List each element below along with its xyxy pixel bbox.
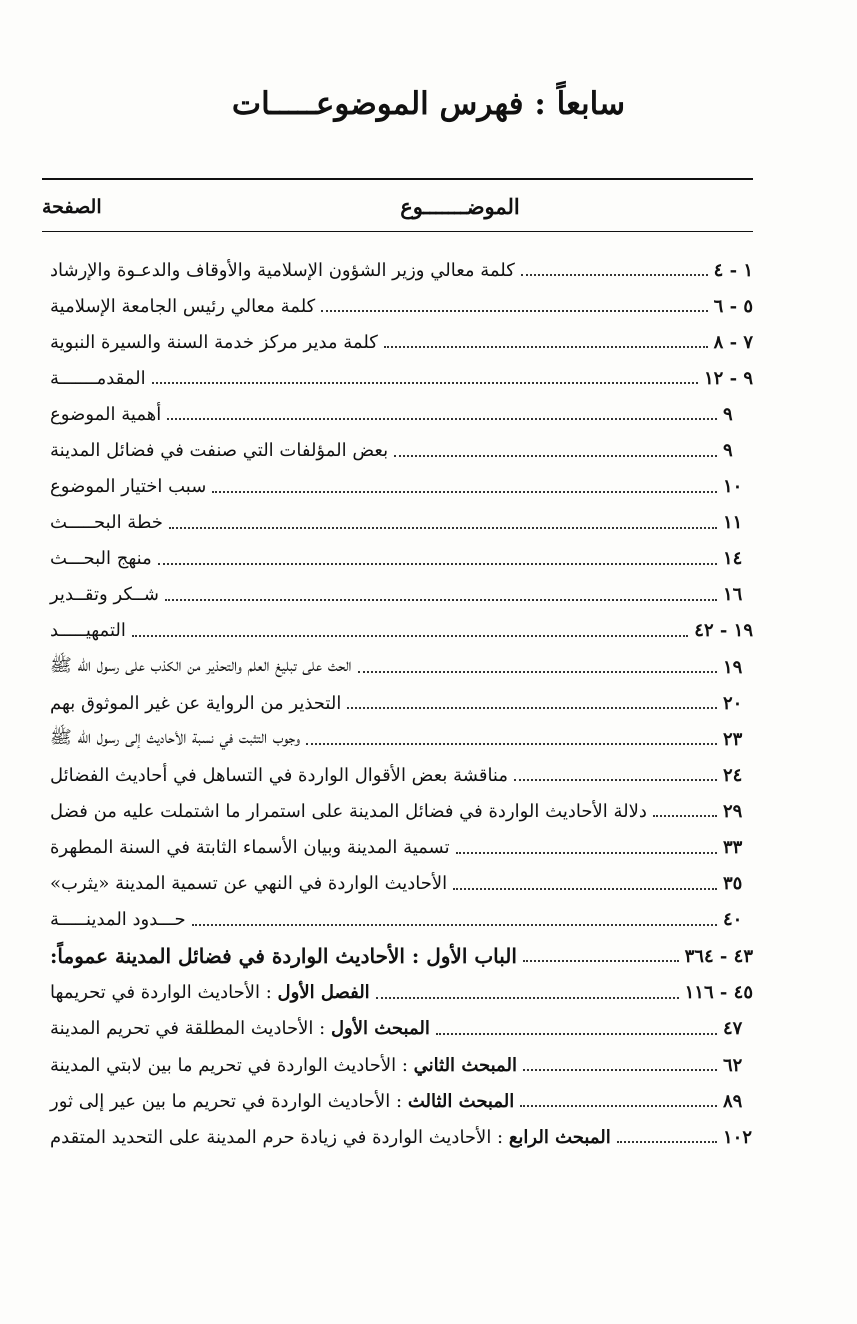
toc-row <box>42 432 753 468</box>
toc-row <box>42 613 753 649</box>
section-title: : الأحاديث الواردة في تحريمها <box>50 982 278 1004</box>
toc-title: سبب اختيار الموضوع <box>50 476 207 498</box>
toc-page: ٣٥ <box>723 873 743 895</box>
section-label: الفصل الأول <box>277 982 370 1004</box>
toc-page: ٧ - ٨ <box>713 331 753 353</box>
chapter-title: الباب الأول : الأحاديث الواردة في فضائل المدينة عموماً: <box>50 944 517 969</box>
toc-row <box>42 469 753 505</box>
toc-title: خطة البحـــــث <box>50 512 163 534</box>
toc-page: ١٦ <box>723 584 743 606</box>
toc-row <box>42 649 753 685</box>
toc-page: ٩ - ١٢ <box>703 367 753 389</box>
section-page: ١٠٢ <box>723 1126 753 1148</box>
toc-page: ١٩ <box>723 656 743 678</box>
toc-row <box>42 360 753 396</box>
chapter-row <box>42 938 753 975</box>
toc-row <box>42 252 753 288</box>
toc-title: كلمة مدير مركز خدمة السنة والسيرة النبوية <box>50 331 378 353</box>
toc-page: ١١ <box>723 512 743 534</box>
toc-title: شــكر وتقــدير <box>50 584 159 606</box>
toc-page: ٢٩ <box>723 800 743 822</box>
toc-row <box>42 577 753 613</box>
leader-dots <box>523 960 679 962</box>
table-of-contents <box>42 252 753 1155</box>
section-text <box>42 1018 430 1039</box>
chapter-page: ٤٣ - ٣٦٤ <box>684 945 753 967</box>
section-page: ٤٥ - ١١٦ <box>684 982 753 1004</box>
section-text <box>42 982 370 1003</box>
toc-page: ٤٠ <box>723 909 743 931</box>
toc-row <box>42 505 753 541</box>
toc-row <box>42 830 753 866</box>
section-row <box>42 1011 753 1047</box>
leader-dots <box>453 888 717 890</box>
leader-dots <box>376 997 679 999</box>
leader-dots <box>212 491 717 493</box>
toc-title: كلمة معالي وزير الشؤون الإسلامية والأوقاف والدعـوة والإرشاد <box>50 259 515 281</box>
toc-title: أهمية الموضوع <box>50 403 162 425</box>
leader-dots <box>347 707 717 709</box>
toc-row <box>42 685 753 721</box>
section-page: ٨٩ <box>723 1090 743 1112</box>
leader-dots <box>384 346 708 348</box>
toc-page: ٩ <box>723 403 733 425</box>
leader-dots <box>520 1105 717 1107</box>
toc-title: التحذير من الرواية عن غير الموثوق بهم <box>50 692 342 714</box>
toc-page: ١٤ <box>723 548 743 570</box>
toc-page: ٢٤ <box>723 764 743 786</box>
toc-title: الحث على تبليغ العلم والتحذير من الكذب على رسول الله ﷺ <box>50 655 352 677</box>
leader-dots <box>167 418 717 420</box>
toc-row <box>42 757 753 793</box>
toc-page: ٥ - ٦ <box>713 295 753 317</box>
leader-dots <box>158 563 717 565</box>
leader-dots <box>523 1069 717 1071</box>
toc-title: التمهيـــــد <box>50 620 126 642</box>
toc-title: المقدمـــــــة <box>50 367 146 389</box>
toc-row <box>42 324 753 360</box>
page-column-header: الصفحة <box>42 196 102 218</box>
leader-dots <box>169 527 717 529</box>
leader-dots <box>653 815 717 817</box>
section-row <box>42 1083 753 1119</box>
leader-dots <box>192 924 717 926</box>
section-title: : الأحاديث الواردة في تحريم ما بين لابتي المدينة <box>50 1054 414 1076</box>
section-row <box>42 1047 753 1083</box>
leader-dots <box>436 1033 717 1035</box>
leader-dots <box>617 1141 717 1143</box>
section-page: ٤٧ <box>723 1018 743 1040</box>
toc-title: دلالة الأحاديث الواردة في فضائل المدينة على استمرار ما اشتملت عليه من فضل <box>50 800 647 822</box>
toc-title: وجوب التثبت في نسبة الأحاديث إلى رسول الله ﷺ <box>50 727 301 749</box>
toc-page: ٩ <box>723 440 733 462</box>
section-label: المبحث الثالث <box>407 1090 515 1112</box>
topic-column-header: الموضـــــــوع <box>400 194 520 219</box>
leader-dots <box>521 274 708 276</box>
section-label: المبحث الثاني <box>413 1054 517 1076</box>
toc-page: ٣٣ <box>723 837 743 859</box>
leader-dots <box>358 671 717 673</box>
toc-title: حـــدود المدينـــــة <box>50 909 186 931</box>
section-title: : الأحاديث الواردة في تحريم ما بين عير إلى ثور <box>50 1090 408 1112</box>
top-rule <box>42 178 753 180</box>
section-label: المبحث الأول <box>330 1018 430 1040</box>
section-row <box>42 975 753 1011</box>
toc-page: ١٠ <box>723 476 743 498</box>
leader-dots <box>394 455 717 457</box>
header-rule <box>42 231 753 232</box>
toc-title: منهج البحـــث <box>50 548 152 570</box>
toc-row <box>42 902 753 938</box>
leader-dots <box>132 635 688 637</box>
toc-row <box>42 793 753 829</box>
toc-title: مناقشة بعض الأقوال الواردة في التساهل في أحاديث الفضائل <box>50 764 508 786</box>
toc-page: ١ - ٤ <box>713 259 753 281</box>
toc-title: تسمية المدينة وبيان الأسماء الثابتة في السنة المطهرة <box>50 837 450 859</box>
toc-title: بعض المؤلفات التي صنفت في فضائل المدينة <box>50 440 389 462</box>
toc-title: كلمة معالي رئيس الجامعة الإسلامية <box>50 295 316 317</box>
section-text <box>42 1127 611 1148</box>
section-title: : الأحاديث الواردة في زيادة حرم المدينة على التحديد المتقدم <box>50 1126 509 1148</box>
section-label: المبحث الرابع <box>508 1126 611 1148</box>
section-page: ٦٢ <box>723 1054 743 1076</box>
leader-dots <box>321 310 707 312</box>
page-title: سابعاً : فهرس الموضوعـــــات <box>231 86 626 122</box>
toc-page: ١٩ - ٤٢ <box>694 620 753 642</box>
leader-dots <box>152 382 698 384</box>
toc-row <box>42 396 753 432</box>
toc-title: الأحاديث الواردة في النهي عن تسمية المدينة «يثرب» <box>50 873 448 895</box>
section-text <box>42 1091 514 1112</box>
toc-row <box>42 288 753 324</box>
toc-page: ٢٣ <box>723 728 743 750</box>
section-text <box>42 1055 517 1076</box>
toc-row <box>42 721 753 757</box>
toc-page: ٢٠ <box>723 692 743 714</box>
leader-dots <box>165 599 717 601</box>
toc-row <box>42 866 753 902</box>
section-title: : الأحاديث المطلقة في تحريم المدينة <box>50 1018 331 1040</box>
section-row <box>42 1119 753 1155</box>
toc-row <box>42 541 753 577</box>
leader-dots <box>514 779 717 781</box>
leader-dots <box>306 743 717 745</box>
leader-dots <box>456 852 717 854</box>
